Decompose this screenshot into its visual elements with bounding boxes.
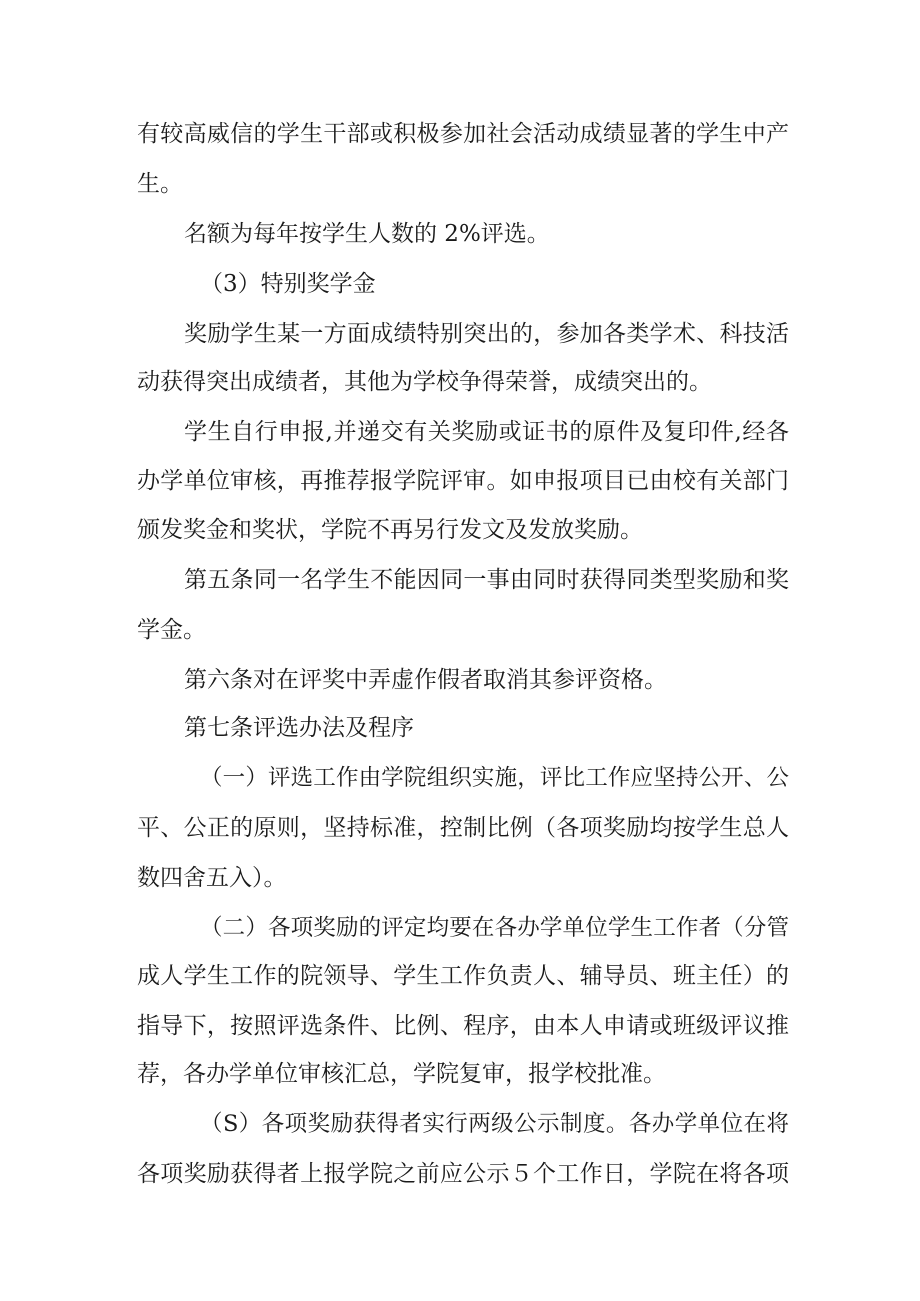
text-line: 成人学生工作的院领导、学生工作负责人、辅导员、班主任）的 <box>137 963 789 989</box>
text-line: 有较高威信的学生干部或积极参加社会活动成绩显著的学生中产 <box>137 121 789 147</box>
text-line: 学金。 <box>137 617 206 643</box>
text-line: 平、公正的原则，坚持标准，控制比例（各项奖励均按学生总人 <box>137 815 789 841</box>
section-heading: （3）特别奖学金 <box>200 271 376 297</box>
text-line: （S）各项奖励获得者实行两级公示制度。各办学单位在将 <box>200 1111 789 1137</box>
text-line: 生。 <box>137 171 183 197</box>
text-line: 动获得突出成绩者，其他为学校争得荣誉，成绩突出的。 <box>137 369 712 395</box>
text-line: 荐，各办学单位审核汇总，学院复审，报学校批准。 <box>137 1061 666 1087</box>
text-line: 名额为每年按学生人数的 2%评选。 <box>184 221 550 247</box>
text-line: 学生自行申报,并递交有关奖励或证书的原件及复印件,经各 <box>184 419 789 445</box>
article-line: 第五条同一名学生不能因同一事由同时获得同类型奖励和奖 <box>184 567 789 593</box>
text-line: （二）各项奖励的评定均要在各办学单位学生工作者（分管 <box>200 915 789 941</box>
text-line: 数四舍五入）。 <box>137 865 287 891</box>
article-line: 第七条评选办法及程序 <box>184 715 414 741</box>
text-line: 颁发奖金和奖状，学院不再另行发文及发放奖励。 <box>137 517 643 543</box>
text-line: 指导下，按照评选条件、比例、程序，由本人申请或班级评议推 <box>137 1013 789 1039</box>
text-line: 奖励学生某一方面成绩特别突出的，参加各类学术、科技活 <box>184 321 789 347</box>
text-line: （一）评选工作由学院组织实施，评比工作应坚持公开、公 <box>200 765 789 791</box>
text-line: 各项奖励获得者上报学院之前应公示５个工作日，学院在将各项 <box>137 1161 789 1187</box>
article-line: 第六条对在评奖中弄虚作假者取消其参评资格。 <box>184 667 667 693</box>
text-line: 办学单位审核，再推荐报学院评审。如申报项目已由校有关部门 <box>137 468 789 494</box>
